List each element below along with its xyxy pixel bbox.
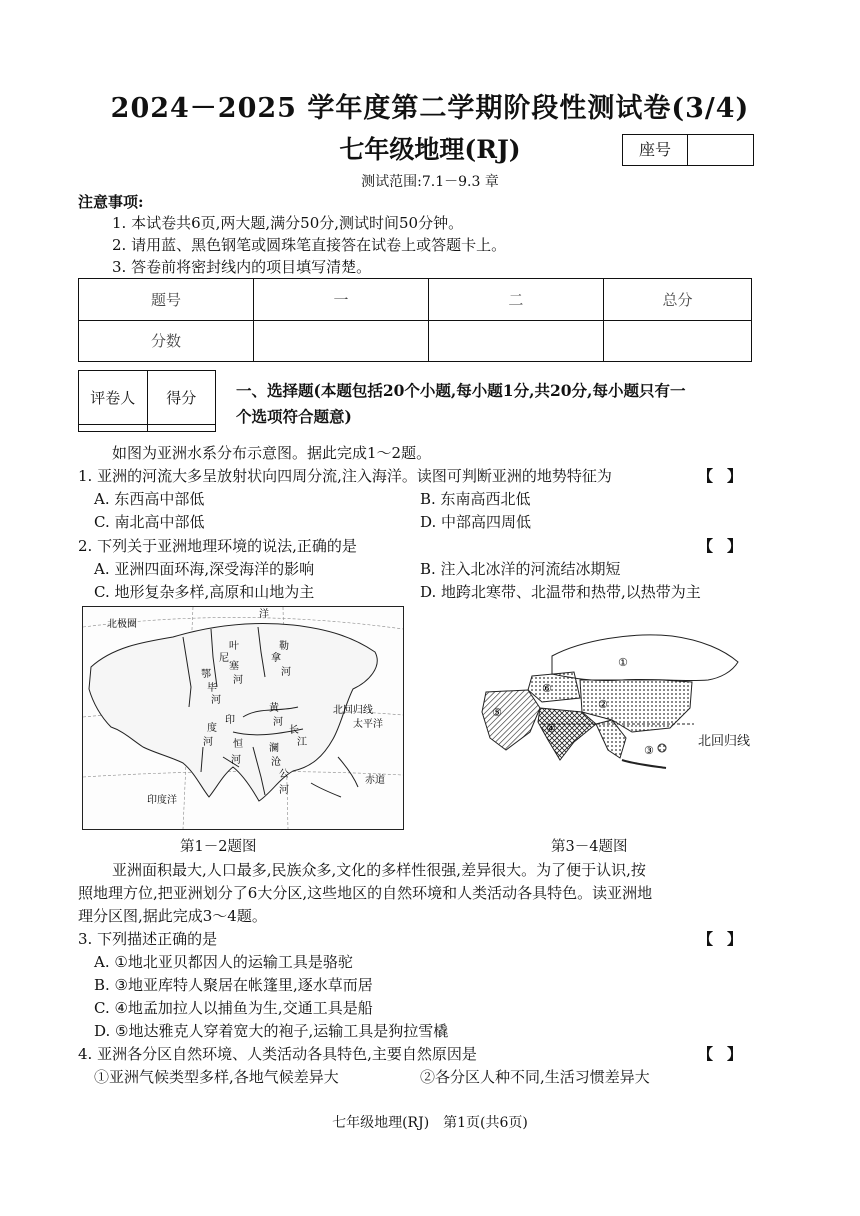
map1-label: 北极圈 bbox=[107, 619, 137, 630]
q1-option-b[interactable]: B. 东南高西北低 bbox=[420, 490, 531, 508]
grader-reviewer-field[interactable] bbox=[79, 425, 148, 432]
subject-title: 七年级地理(RJ) bbox=[339, 135, 521, 164]
grader-score-label: 得分 bbox=[147, 371, 216, 425]
asia-rivers-map bbox=[82, 606, 404, 830]
q3-option-d[interactable]: D. ⑤地达雅克人穿着宽大的袍子,运输工具是狗拉雪橇 bbox=[94, 1022, 449, 1040]
q1-answer-bracket[interactable]: 【】 bbox=[698, 467, 757, 485]
score-cell-part2[interactable] bbox=[428, 320, 603, 362]
q3-stem: 3. 下列描述正确的是 bbox=[78, 930, 218, 948]
grader-box bbox=[78, 370, 216, 432]
map1-label: 叶 bbox=[229, 641, 239, 652]
score-row-label: 分数 bbox=[79, 320, 254, 362]
map1-label: 长 bbox=[289, 725, 299, 736]
map1-label: 赤道 bbox=[365, 775, 385, 786]
q1-option-a[interactable]: A. 东西高中部低 bbox=[94, 490, 205, 508]
notice-heading: 注意事项: bbox=[78, 193, 144, 211]
map1-label: 河 bbox=[211, 695, 221, 706]
map1-label: 洋 bbox=[259, 609, 269, 620]
map2-caption: 第3－4题图 bbox=[551, 839, 628, 855]
test-scope: 测试范围:7.1－9.3 章 bbox=[361, 174, 499, 190]
map1-label: 河 bbox=[233, 675, 243, 686]
map1-label: 毕 bbox=[207, 683, 217, 694]
section-heading-line: 一、选择题(本题包括20个小题,每小题1分,共20分,每小题只有一 bbox=[236, 381, 686, 400]
map1-label: 河 bbox=[279, 785, 289, 796]
map1-label: 澜 bbox=[269, 743, 279, 754]
map1-label: 河 bbox=[231, 755, 241, 766]
page-footer: 七年级地理(RJ) 第1页(共6页) bbox=[332, 1115, 528, 1131]
map1-label: 河 bbox=[273, 717, 283, 728]
q2-option-d[interactable]: D. 地跨北寒带、北温带和热带,以热带为主 bbox=[420, 583, 701, 601]
q1-option-d[interactable]: D. 中部高四周低 bbox=[420, 513, 532, 531]
score-cell-total[interactable] bbox=[603, 320, 751, 362]
q4-statement-2: ②各分区人种不同,生活习惯差异大 bbox=[420, 1068, 650, 1086]
score-table bbox=[78, 278, 752, 362]
map1-label: 黄 bbox=[269, 703, 279, 714]
q3-option-c[interactable]: C. ④地孟加拉人以捕鱼为生,交通工具是船 bbox=[94, 999, 373, 1017]
score-cell-part1[interactable] bbox=[253, 320, 428, 362]
map1-label: 度 bbox=[207, 723, 217, 734]
q1-stem: 1. 亚洲的河流大多呈放射状向四周分流,注入海洋。读图可判断亚洲的地势特征为 bbox=[78, 467, 612, 485]
map1-label: 尼 bbox=[219, 653, 229, 664]
map1-label: 公 bbox=[279, 769, 289, 780]
map1-label: 沧 bbox=[271, 757, 281, 768]
q2-option-b[interactable]: B. 注入北冰洋的河流结冰期短 bbox=[420, 560, 621, 578]
intro-q1-2: 如图为亚洲水系分布示意图。据此完成1～2题。 bbox=[112, 444, 432, 462]
map1-caption: 第1－2题图 bbox=[180, 839, 257, 855]
score-header-part1: 一 bbox=[253, 279, 428, 321]
q2-answer-bracket[interactable]: 【】 bbox=[698, 537, 757, 555]
map1-label: 鄂 bbox=[201, 669, 211, 680]
score-header-total: 总分 bbox=[603, 279, 751, 321]
seat-number-box bbox=[622, 134, 754, 166]
q4-stem: 4. 亚洲各分区自然环境、人类活动各具特色,主要自然原因是 bbox=[78, 1045, 477, 1063]
seat-number-label: 座号 bbox=[623, 135, 688, 165]
q2-option-c[interactable]: C. 地形复杂多样,高原和山地为主 bbox=[94, 583, 315, 601]
region-label-5: ⑤ bbox=[492, 706, 502, 719]
asia-regions-map bbox=[462, 628, 754, 776]
score-header-number: 题号 bbox=[79, 279, 254, 321]
intro-q3-4-line: 照地理方位,把亚洲划分了6大分区,这些地区的自然环境和人类活动各具特色。读亚洲地 bbox=[78, 884, 653, 902]
map1-label: 恒 bbox=[233, 739, 243, 750]
region-label-4: ④ bbox=[546, 722, 556, 735]
region-label-2: ② bbox=[598, 698, 608, 711]
region-label-3: ③ bbox=[644, 744, 654, 757]
region-label-1: ① bbox=[618, 656, 628, 669]
asia-rivers-map-drawing bbox=[83, 607, 403, 829]
q3-option-a[interactable]: A. ①地北亚贝都因人的运输工具是骆驼 bbox=[94, 953, 353, 971]
asia-regions-map-drawing bbox=[462, 628, 754, 776]
map1-label: 江 bbox=[297, 737, 307, 748]
intro-q3-4-line: 理分区图,据此完成3～4题。 bbox=[78, 907, 267, 925]
map1-label: 拿 bbox=[271, 653, 281, 664]
grader-score-field[interactable] bbox=[147, 425, 216, 432]
score-header-part2: 二 bbox=[428, 279, 603, 321]
map1-label: 太平洋 bbox=[353, 719, 383, 730]
q2-stem: 2. 下列关于亚洲地理环境的说法,正确的是 bbox=[78, 537, 357, 555]
seat-number-field[interactable] bbox=[688, 135, 753, 165]
region-label-6: ⑥ bbox=[542, 682, 552, 695]
map1-label: 塞 bbox=[229, 661, 239, 672]
notice-item: 2. 请用蓝、黑色钢笔或圆珠笔直接答在试卷上或答题卡上。 bbox=[112, 236, 507, 254]
q4-answer-bracket[interactable]: 【】 bbox=[698, 1045, 757, 1063]
exam-title: 2024－2025 学年度第二学期阶段性测试卷(3/4) bbox=[110, 93, 750, 124]
map2-tropic-label: 北回归线 bbox=[698, 734, 751, 749]
map1-label: 印 bbox=[225, 715, 235, 726]
map1-label: 河 bbox=[281, 667, 291, 678]
intro-q3-4-line: 亚洲面积最大,人口最多,民族众多,文化的多样性很强,差异很大。为了便于认识,按 bbox=[112, 861, 646, 879]
map1-label: 北回归线 bbox=[333, 705, 373, 716]
q3-option-b[interactable]: B. ③地亚库特人聚居在帐篷里,逐水草而居 bbox=[94, 976, 373, 994]
q3-answer-bracket[interactable]: 【】 bbox=[698, 930, 757, 948]
section-heading bbox=[236, 378, 756, 430]
notice-item: 1. 本试卷共6页,两大题,满分50分,测试时间50分钟。 bbox=[112, 214, 464, 232]
map1-label: 河 bbox=[203, 737, 213, 748]
q4-statement-1: ①亚洲气候类型多样,各地气候差异大 bbox=[94, 1068, 339, 1086]
map1-label: 印度洋 bbox=[147, 795, 177, 806]
section-heading-line: 个选项符合题意) bbox=[236, 407, 352, 426]
grader-reviewer-label: 评卷人 bbox=[79, 371, 148, 425]
q2-option-a[interactable]: A. 亚洲四面环海,深受海洋的影响 bbox=[94, 560, 315, 578]
q1-option-c[interactable]: C. 南北高中部低 bbox=[94, 513, 205, 531]
notice-item: 3. 答卷前将密封线内的项目填写清楚。 bbox=[112, 258, 372, 276]
map1-label: 勒 bbox=[279, 641, 289, 652]
